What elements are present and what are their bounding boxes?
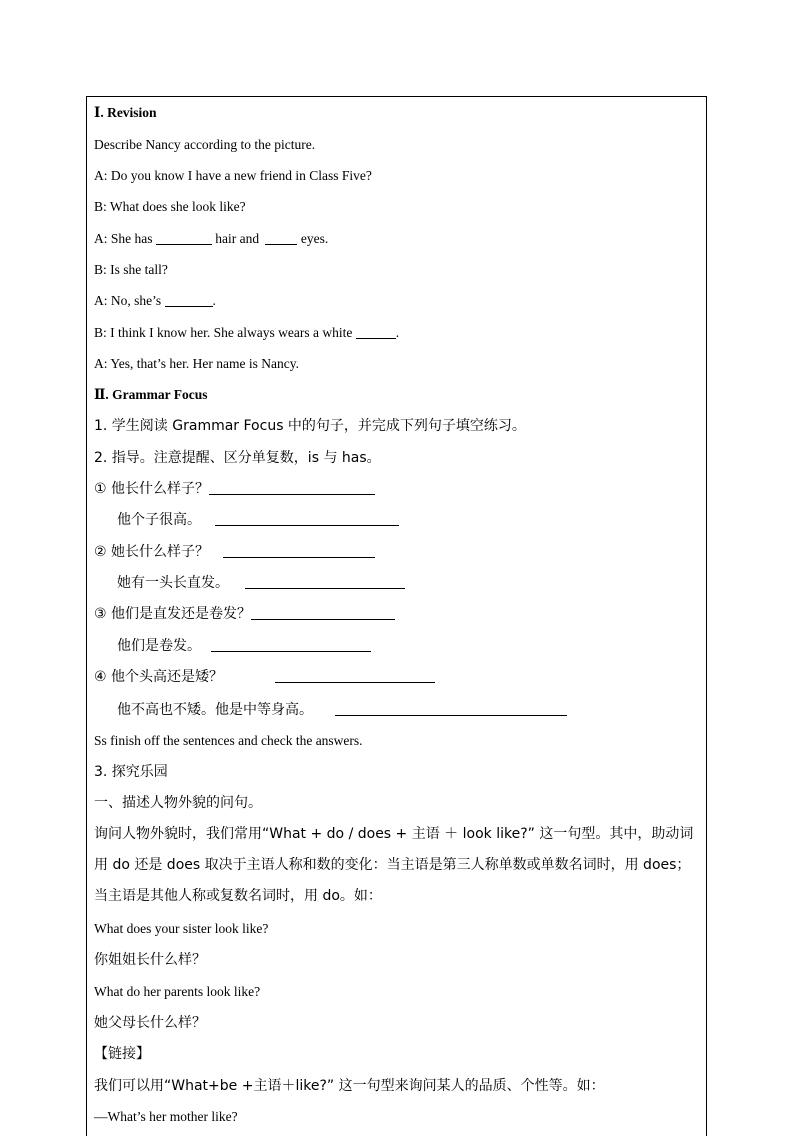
dialogue-line-3-part-c: eyes. — [297, 231, 329, 246]
question-2-blank[interactable] — [223, 543, 375, 558]
answer-4-text: 他不高也不矮。他是中等身高。 — [117, 702, 313, 718]
answer-2-text: 她有一头长直发。 — [117, 575, 229, 591]
section-grammar-title: Ⅱ. Grammar Focus — [94, 387, 208, 402]
question-1-text: ① 他长什么样子？ — [94, 481, 210, 497]
dialogue-line-3-part-a: A: She has — [94, 231, 156, 246]
dialogue-line-5-part-b: . — [212, 293, 216, 308]
question-3 — [94, 605, 395, 623]
question-4-blank[interactable] — [275, 668, 435, 683]
last-example: —What’s her mother like? — [94, 1109, 238, 1124]
grammar-step-1: 1. 学生阅读 Grammar Focus 中的句子，并完成下列句子填空练习。 — [94, 418, 526, 434]
dialogue-line-5 — [94, 292, 216, 310]
revision-intro: Describe Nancy according to the picture. — [94, 137, 316, 152]
example-2-en: What do her parents look like? — [94, 984, 261, 999]
answer-3-blank[interactable] — [211, 637, 371, 652]
answer-1-blank[interactable] — [215, 511, 399, 526]
answer-1 — [117, 511, 399, 529]
explanation-paragraph: 询问人物外貌时，我们常用“What + do / does + 主语 ＋ look like?” 这一句型。其中，助动词用 do 还是 does 取决于主语人称和数的变化：当主语是第三人称单数或单数名词时，用 does；当主语是其他人称或复数名词时，用 do。如： — [94, 826, 694, 904]
dialogue-line-3 — [94, 230, 328, 248]
hair-blank[interactable] — [156, 230, 212, 245]
question-3-text: ③ 他们是直发还是卷发？ — [94, 606, 252, 622]
explore-title: 3. 探究乐园 — [94, 764, 168, 780]
question-4 — [94, 668, 435, 686]
clothing-blank[interactable] — [356, 324, 396, 339]
dialogue-line-6-part-a: B: I think I know her. She always wears a white — [94, 325, 356, 340]
question-1 — [94, 480, 375, 498]
question-1-blank[interactable] — [209, 480, 375, 495]
question-2-text: ② 她长什么样子？ — [94, 544, 210, 560]
answer-3 — [117, 637, 371, 655]
eyes-blank[interactable] — [265, 230, 297, 245]
dialogue-line-1: A: Do you know I have a new friend in Class Five? — [94, 168, 372, 183]
height-blank[interactable] — [165, 292, 213, 307]
explore-subtitle: 一、描述人物外貌的问句。 — [94, 795, 262, 811]
link-heading: 【链接】 — [94, 1046, 150, 1062]
answer-4-blank[interactable] — [335, 701, 567, 716]
finish-instruction: Ss finish off the sentences and check the answers. — [94, 733, 363, 748]
dialogue-line-4: B: Is she tall? — [94, 262, 168, 277]
example-1-zh: 你姐姐长什么样？ — [94, 952, 206, 968]
answer-1-text: 他个子很高。 — [117, 512, 201, 528]
question-2 — [94, 543, 375, 561]
dialogue-line-7: A: Yes, that’s her. Her name is Nancy. — [94, 356, 299, 371]
answer-2-blank[interactable] — [245, 574, 405, 589]
example-2-zh: 她父母长什么样？ — [94, 1015, 206, 1031]
dialogue-line-3-part-b: hair and — [211, 231, 263, 246]
dialogue-line-6 — [94, 324, 399, 342]
question-3-blank[interactable] — [251, 605, 395, 620]
answer-2 — [117, 574, 405, 592]
dialogue-line-2: B: What does she look like? — [94, 199, 246, 214]
example-1-en: What does your sister look like? — [94, 921, 269, 936]
answer-4 — [117, 701, 567, 719]
link-paragraph: 我们可以用“What+be +主语＋like?” 这一句型来询问某人的品质、个性等。如： — [94, 1078, 605, 1094]
answer-3-text: 他们是卷发。 — [117, 638, 201, 654]
question-4-text: ④ 他个头高还是矮？ — [94, 669, 224, 685]
section-revision-title: Ⅰ. Revision — [94, 105, 157, 120]
dialogue-line-5-part-a: A: No, she’s — [94, 293, 165, 308]
grammar-step-2: 2. 指导。注意提醒、区分单复数，is 与 has。 — [94, 450, 381, 466]
dialogue-line-6-part-b: . — [395, 325, 400, 340]
